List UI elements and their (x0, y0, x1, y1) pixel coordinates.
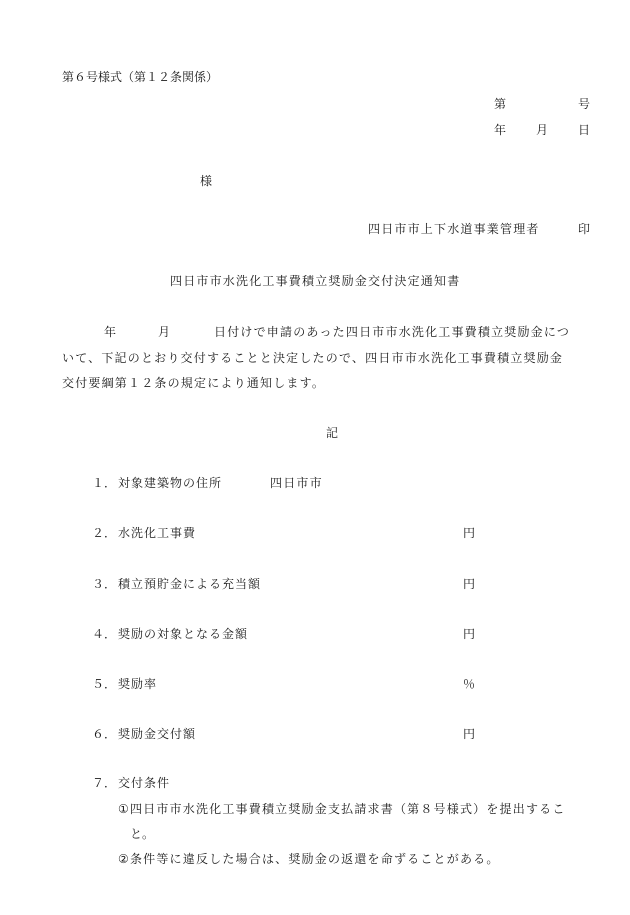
item-number: ４． (92, 627, 117, 641)
body-line-3: 交付要綱第１２条の規定により通知します。 (62, 376, 326, 390)
item-label: 奨励率 (118, 677, 158, 691)
body-year: 年 (104, 325, 117, 339)
item-number: ５． (92, 677, 117, 691)
date-month: 月 (536, 123, 549, 137)
item-unit: 円 (463, 577, 476, 591)
issuer-seal: 印 (578, 222, 591, 236)
date-year: 年 (494, 123, 507, 137)
doc-number-prefix: 第 (494, 97, 507, 111)
issuer-name: 四日市市上下水道事業管理者 (368, 222, 540, 236)
body-month: 月 (158, 325, 171, 339)
condition-1-line-1: ①四日市市水洗化工事費積立奨励金支払請求書（第８号様式）を提出するこ (118, 802, 566, 816)
doc-number-suffix: 号 (578, 97, 591, 111)
addressee-suffix: 様 (200, 174, 213, 188)
item-number: ６． (92, 727, 117, 741)
conditions-number: ７． (92, 776, 117, 790)
item-value: 四日市市 (270, 476, 323, 490)
condition-2: ②条件等に違反した場合は、奨励金の返還を命ずることがある。 (118, 852, 500, 866)
item-label: 奨励の対象となる金額 (118, 627, 249, 641)
item-unit: ％ (463, 677, 476, 691)
document-title: 四日市市水洗化工事費積立奨励金交付決定通知書 (170, 274, 461, 288)
body-line-2: いて、下記のとおり交付することと決定したので、四日市市水洗化工事費積立奨励金 (62, 351, 564, 365)
form-label: 第６号様式（第１２条関係） (62, 70, 219, 84)
item-unit: 円 (463, 526, 476, 540)
ki-heading: 記 (326, 426, 339, 440)
conditions-label: 交付条件 (118, 776, 171, 790)
item-unit: 円 (463, 627, 476, 641)
condition-1-line-2: と。 (130, 827, 155, 841)
date-day: 日 (578, 123, 591, 137)
item-label: 積立預貯金による充当額 (118, 577, 262, 591)
item-number: １． (92, 476, 117, 490)
item-number: ３． (92, 577, 117, 591)
item-label: 水洗化工事費 (118, 526, 197, 540)
item-number: ２． (92, 526, 117, 540)
item-label: 奨励金交付額 (118, 727, 197, 741)
body-line-1: 日付けで申請のあった四日市市水洗化工事費積立奨励金につ (214, 325, 571, 339)
item-unit: 円 (463, 727, 476, 741)
item-label: 対象建築物の住所 (118, 476, 223, 490)
